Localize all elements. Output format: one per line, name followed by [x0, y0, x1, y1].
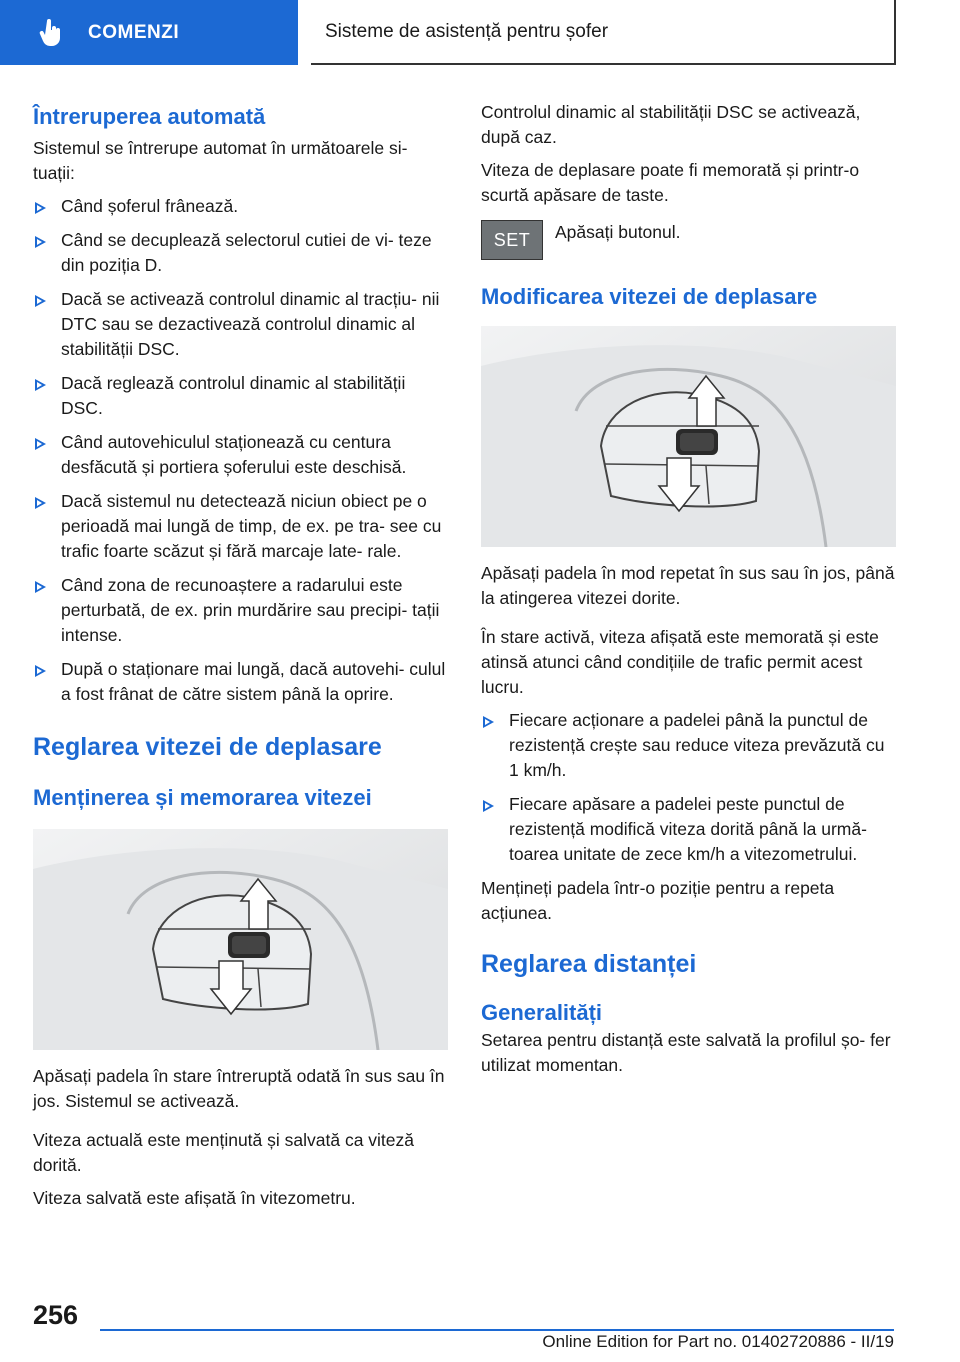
paragraph: Apăsați padela în stare întreruptă odată în sus sau în jos. Sistemul se activează. [33, 1066, 445, 1111]
paragraph: Apăsați padela în mod repetat în sus sau în jos, până la atingerea vitezei dorite. [481, 563, 895, 608]
page-number: 256 [33, 1300, 79, 1330]
list-item [33, 194, 448, 219]
edition-note: Online Edition for Part no. 01402720886 - II/19 [542, 1332, 894, 1351]
paragraph: Viteza salvată este afișată în vitezometru. [33, 1188, 356, 1208]
set-instruction: Apăsați butonul. [555, 222, 681, 242]
right-column [481, 100, 896, 1086]
section-tab-label: COMENZI [88, 21, 180, 43]
auto-off-list [33, 194, 448, 707]
triangle-bullet-icon [35, 497, 46, 509]
list-item-text: După o staționare mai lungă, dacă autovehi- culul a fost frânat de către sistem până la oprire. [61, 659, 446, 704]
list-item-text: Dacă sistemul nu detectează niciun obiect pe o perioadă mai lungă de timp, de ex. pe tra- see cu trafic foarte scăzut și fără marcaje late- rale. [61, 491, 442, 561]
paragraph: Viteza de deplasare poate fi memorată și printr-o scurtă apăsare de taste. [481, 160, 860, 205]
heading-auto-off: Întreruperea automată [33, 104, 266, 129]
steering-wheel-rocker-image [481, 326, 896, 547]
paragraph: Viteza actuală este menținută și salvată ca viteză dorită. [33, 1130, 415, 1175]
triangle-bullet-icon [35, 379, 46, 391]
list-item-text: Fiecare apăsare a padelei peste punctul de rezistență modifică viteza dorită până la urmă- toarea unitate de zece km/h a vitezometrului. [509, 794, 867, 864]
list-item [481, 708, 896, 783]
heading-speed: Reglarea vitezei de deplasare [33, 733, 382, 761]
set-button: SET [481, 220, 543, 260]
paragraph: Setarea pentru distanță este salvată la profilul șo- fer utilizat momentan. [481, 1030, 891, 1075]
set-instruction-row [481, 220, 896, 260]
list-item [33, 573, 448, 648]
list-item-text: Când autovehiculul staționează cu centura desfăcută și portiera șoferului este deschisă. [61, 432, 407, 477]
triangle-bullet-icon [35, 665, 46, 677]
pointing-hand-icon [36, 18, 66, 48]
footer-divider [100, 1329, 894, 1331]
list-item [33, 371, 448, 421]
list-item-text: Când se decuplează selectorul cutiei de vi- teze din poziția D. [61, 230, 432, 275]
heading-change-speed: Modificarea vitezei de deplasare [481, 284, 818, 309]
triangle-bullet-icon [35, 236, 46, 248]
paragraph: În stare activă, viteza afișată este memorată și este atinsă atunci când condițiile de trafic permit acest lucru. [481, 627, 879, 697]
list-item [33, 489, 448, 564]
triangle-bullet-icon [35, 295, 46, 307]
chapter-title: Sisteme de asistență pentru șofer [325, 20, 609, 42]
heading-hold-speed: Menținerea și memorarea vitezei [33, 785, 372, 810]
list-item [481, 792, 896, 867]
left-column [33, 100, 448, 1219]
triangle-bullet-icon [35, 581, 46, 593]
triangle-bullet-icon [483, 800, 494, 812]
list-item-text: Când șoferul frânează. [61, 196, 239, 216]
triangle-bullet-icon [35, 438, 46, 450]
triangle-bullet-icon [483, 716, 494, 728]
paragraph: Sistemul se întrerupe automat în următoarele si- tuații: [33, 138, 408, 183]
list-item [33, 287, 448, 362]
heading-distance: Reglarea distanței [481, 950, 697, 978]
section-tab[interactable] [0, 0, 298, 65]
steering-wheel-rocker-image [33, 829, 448, 1050]
change-speed-list [481, 708, 896, 867]
list-item [33, 228, 448, 278]
heading-general: Generalități [481, 1000, 603, 1025]
list-item-text: Dacă se activează controlul dinamic al tracțiu- nii DTC sau se dezactivează controlul dinamic al stabilității DSC. [61, 289, 440, 359]
list-item [33, 430, 448, 480]
list-item [33, 657, 448, 707]
paragraph: Mențineți padela într-o poziție pentru a repeta acțiunea. [481, 878, 835, 923]
chapter-title-box [311, 0, 896, 65]
list-item-text: Când zona de recunoaștere a radarului este perturbată, de ex. prin murdărire sau precipi- tații intense. [61, 575, 440, 645]
paragraph: Controlul dinamic al stabilității DSC se activează, după caz. [481, 102, 861, 147]
list-item-text: Fiecare acționare a padelei până la punctul de rezistență crește sau reduce viteza prevăzută cu 1 km/h. [509, 710, 885, 780]
triangle-bullet-icon [35, 202, 46, 214]
list-item-text: Dacă reglează controlul dinamic al stabilității DSC. [61, 373, 406, 418]
